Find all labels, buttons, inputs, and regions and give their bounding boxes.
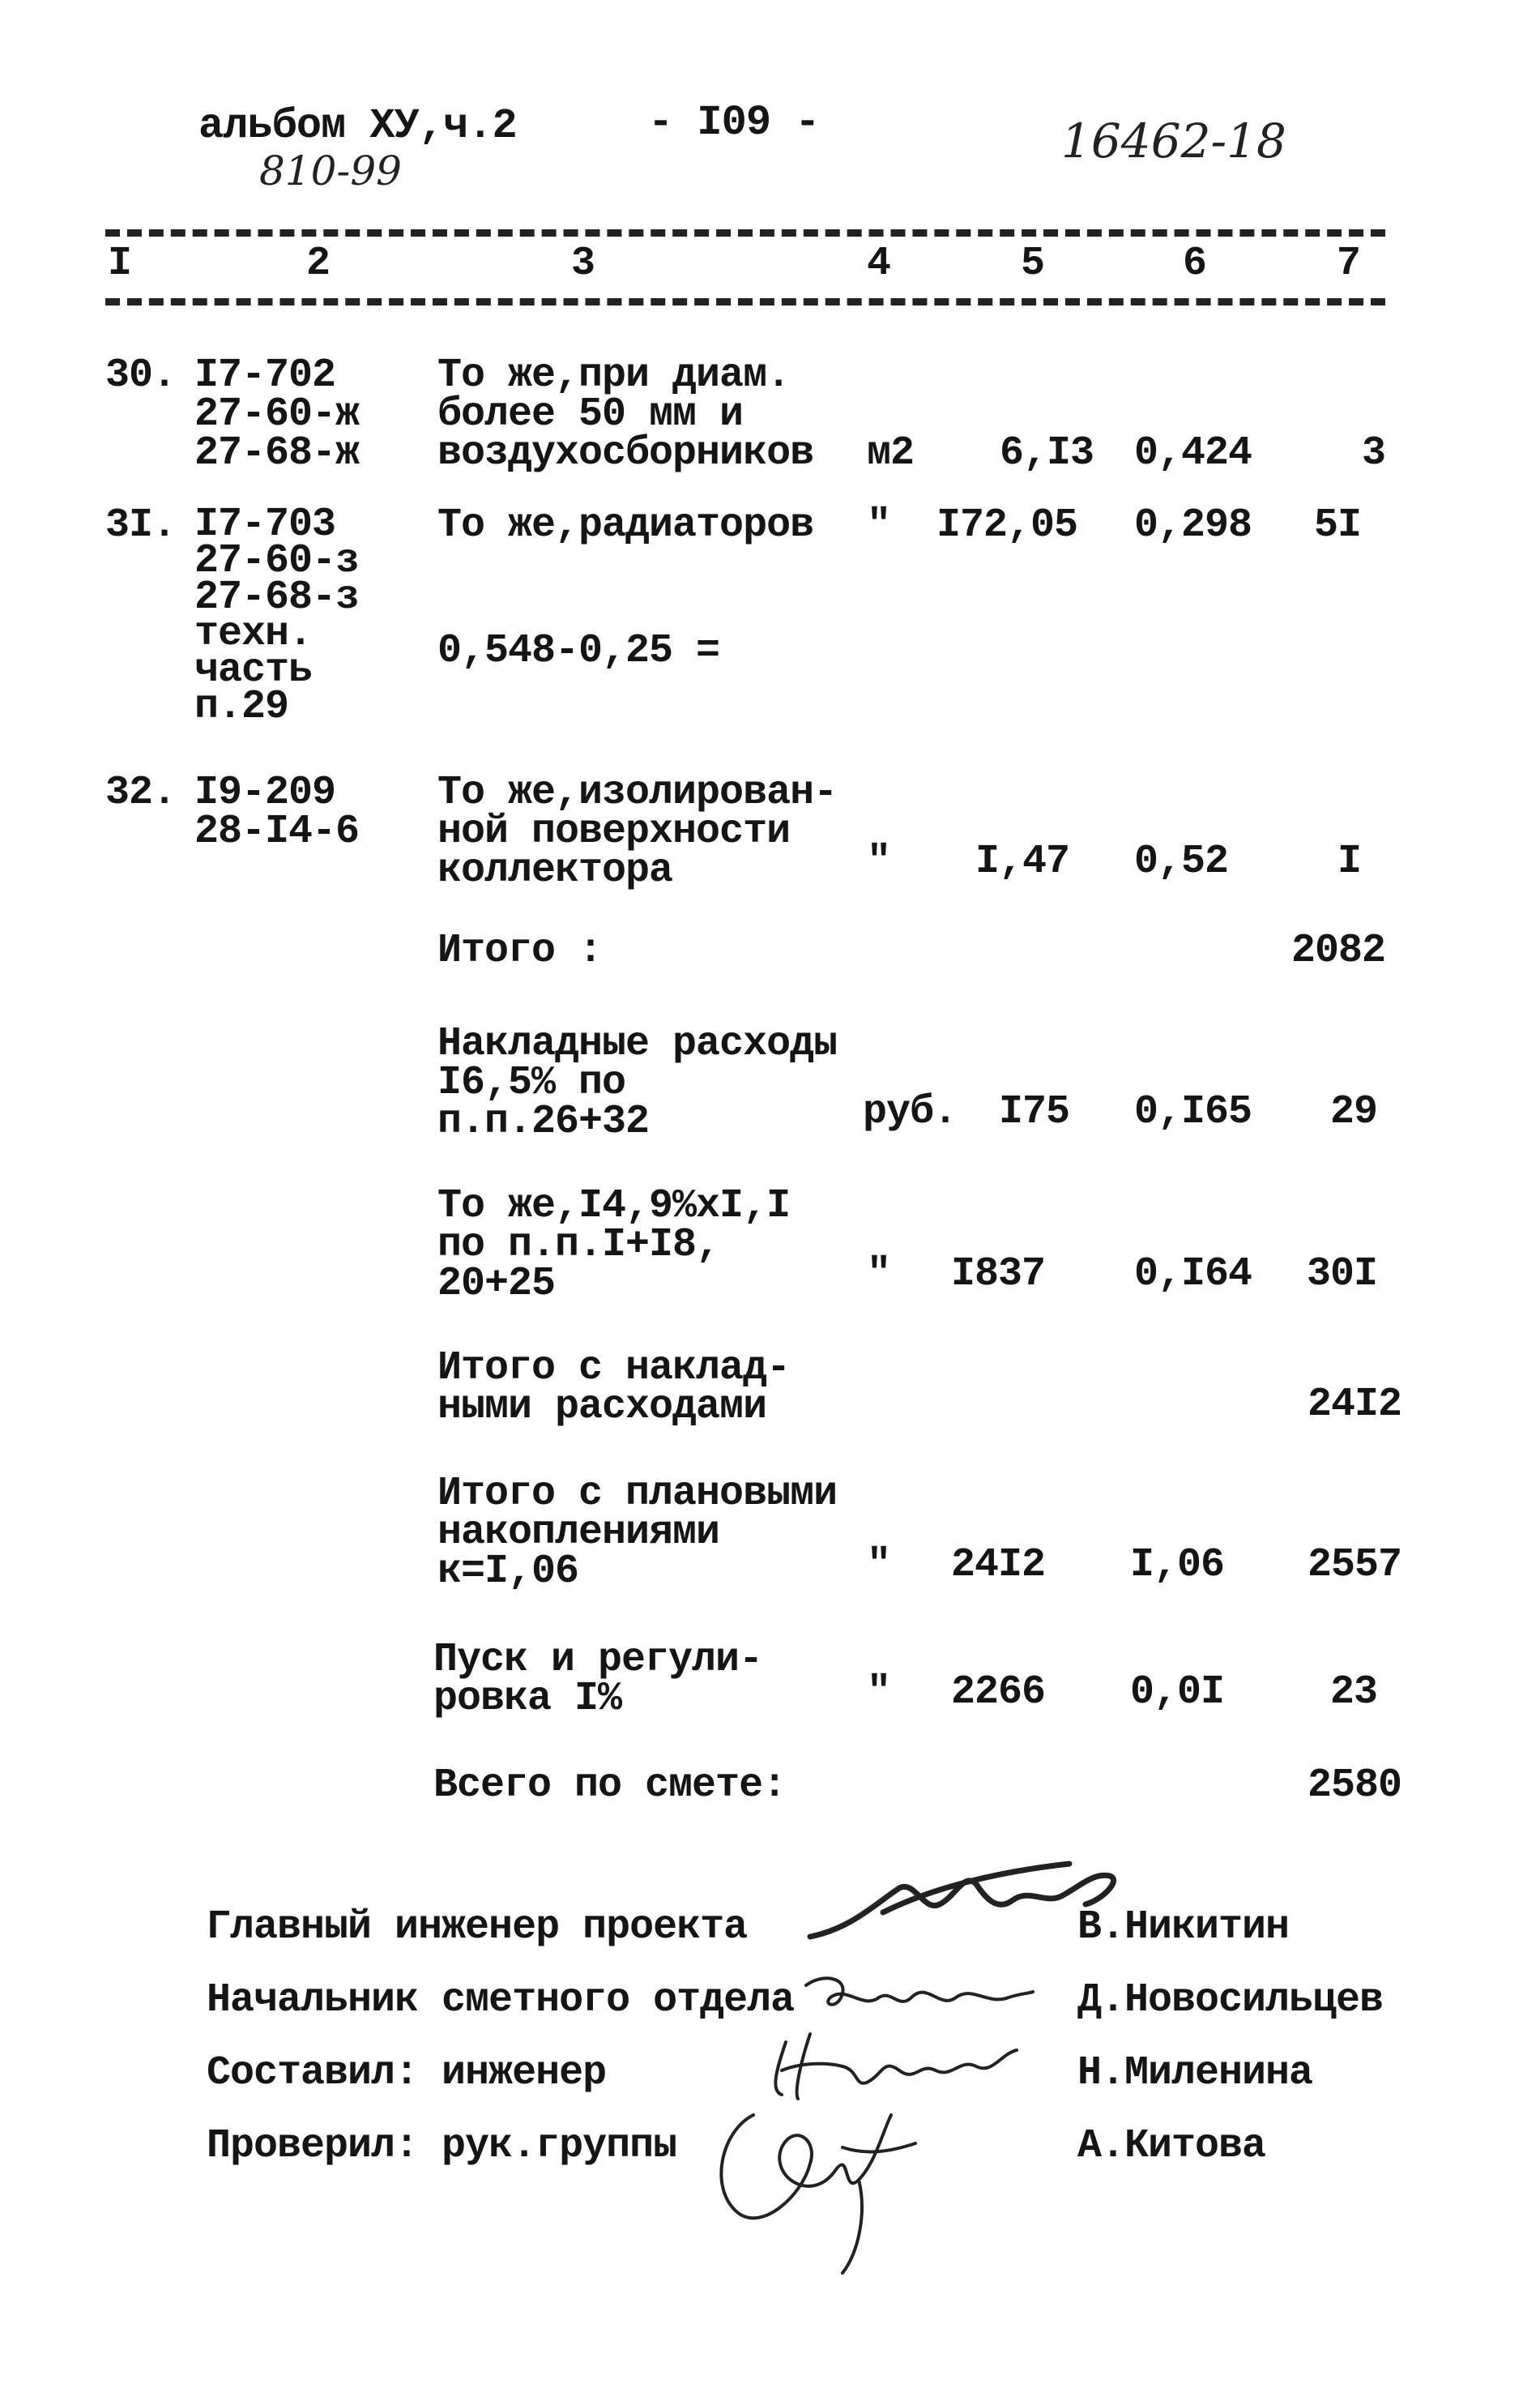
row-code: I7-703 27-60-з 27-68-з техн. часть п.29 xyxy=(194,502,360,730)
summary-description: Итого с плановыми накоплениями к=I,06 xyxy=(437,1471,838,1595)
row-description: То же,радиаторов xyxy=(437,502,814,549)
column-header-1: I xyxy=(108,241,132,287)
signature-name: Н.Миленина xyxy=(1077,2050,1313,2096)
summary-description: Накладные расходы I6,5% по п.п.26+32 xyxy=(437,1021,838,1145)
row-rate: 0,52 xyxy=(1134,839,1229,885)
page-number: - I09 - xyxy=(648,99,820,147)
summary-rate: 0,I64 xyxy=(1134,1251,1252,1297)
signature-scrawl-reviewer xyxy=(705,2099,932,2285)
column-header-4: 4 xyxy=(867,241,891,287)
column-header-5: 5 xyxy=(1021,241,1045,287)
row-unit: " xyxy=(867,502,891,549)
album-handwritten-note: 810-99 xyxy=(259,147,402,194)
summary-description: Пуск и регули- ровка I% xyxy=(433,1637,763,1722)
signature-role: Проверил: рук.группы xyxy=(207,2123,677,2169)
row-code: I7-702 27-60-ж 27-68-ж xyxy=(194,352,360,476)
column-header-2: 2 xyxy=(306,241,331,287)
signature-role: Составил: инженер xyxy=(207,2050,607,2096)
summary-quantity: I837 xyxy=(950,1251,1045,1297)
row-rate: 0,424 xyxy=(1134,430,1252,476)
summary-total: 2557 xyxy=(1307,1542,1401,1588)
summary-total: 2580 xyxy=(1307,1762,1401,1809)
header-rule-top xyxy=(105,229,1385,237)
row-number: 3I. xyxy=(105,502,177,549)
summary-description: Всего по смете: xyxy=(433,1762,787,1809)
signature-role: Главный инженер проекта xyxy=(207,1904,748,1950)
row-quantity: 6,I3 xyxy=(999,430,1094,476)
header-rule-bottom xyxy=(105,298,1385,305)
row-unit: " xyxy=(867,839,891,885)
signature-role: Начальник сметного отдела xyxy=(207,1977,795,2023)
summary-total: 30I xyxy=(1306,1251,1377,1297)
summary-quantity: I75 xyxy=(998,1089,1069,1135)
signature-name: Д.Новосильцев xyxy=(1077,1977,1384,2023)
row-code: I9-209 28-I4-6 xyxy=(194,770,360,855)
column-header-3: 3 xyxy=(571,241,595,287)
row-total: 5I xyxy=(1313,502,1361,549)
row-quantity: I,47 xyxy=(975,839,1069,885)
summary-rate: 0,0I xyxy=(1130,1669,1225,1715)
row-description: То же,при диам. более 50 мм и воздухосборников xyxy=(437,352,814,476)
signature-name: В.Никитин xyxy=(1077,1904,1290,1950)
summary-description: Итого : xyxy=(437,928,603,974)
summary-description: Итого с наклад- ными расходами xyxy=(437,1345,791,1430)
summary-total: 29 xyxy=(1329,1089,1377,1135)
row-description: То же,изолирован- ной поверхности коллектора xyxy=(437,770,838,894)
row-quantity: I72,05 xyxy=(936,502,1077,549)
signature-scrawl-compiler xyxy=(761,2026,1029,2107)
row-total: I xyxy=(1337,839,1361,885)
row-note: 0,548-0,25 = xyxy=(437,628,720,674)
album-label: альбом ХУ,ч.2 xyxy=(198,102,517,150)
summary-quantity: 24I2 xyxy=(950,1542,1045,1588)
summary-total: 24I2 xyxy=(1307,1382,1401,1428)
column-header-6: 6 xyxy=(1183,241,1207,287)
signature-scrawl-chief-engineer xyxy=(802,1856,1142,1953)
summary-quantity: 2266 xyxy=(950,1669,1045,1715)
row-unit: м2 xyxy=(867,430,915,476)
summary-description: То же,I4,9%хI,I по п.п.I+I8, 20+25 xyxy=(437,1183,791,1307)
summary-unit: " xyxy=(867,1669,891,1715)
summary-total: 2082 xyxy=(1290,928,1385,974)
summary-unit: руб. xyxy=(863,1089,958,1135)
row-rate: 0,298 xyxy=(1134,502,1252,549)
row-total: 3 xyxy=(1361,430,1385,476)
summary-rate: I,06 xyxy=(1130,1542,1225,1588)
summary-rate: 0,I65 xyxy=(1134,1089,1252,1135)
summary-unit: " xyxy=(867,1542,891,1588)
signature-scrawl-estimate-head xyxy=(798,1961,1041,2026)
signature-name: А.Китова xyxy=(1077,2123,1266,2169)
summary-total: 23 xyxy=(1329,1669,1377,1715)
document-number: 16462-18 xyxy=(1061,113,1286,169)
row-number: 30. xyxy=(105,352,177,399)
column-header-7: 7 xyxy=(1337,241,1361,287)
summary-unit: " xyxy=(867,1251,891,1297)
row-number: 32. xyxy=(105,770,177,816)
